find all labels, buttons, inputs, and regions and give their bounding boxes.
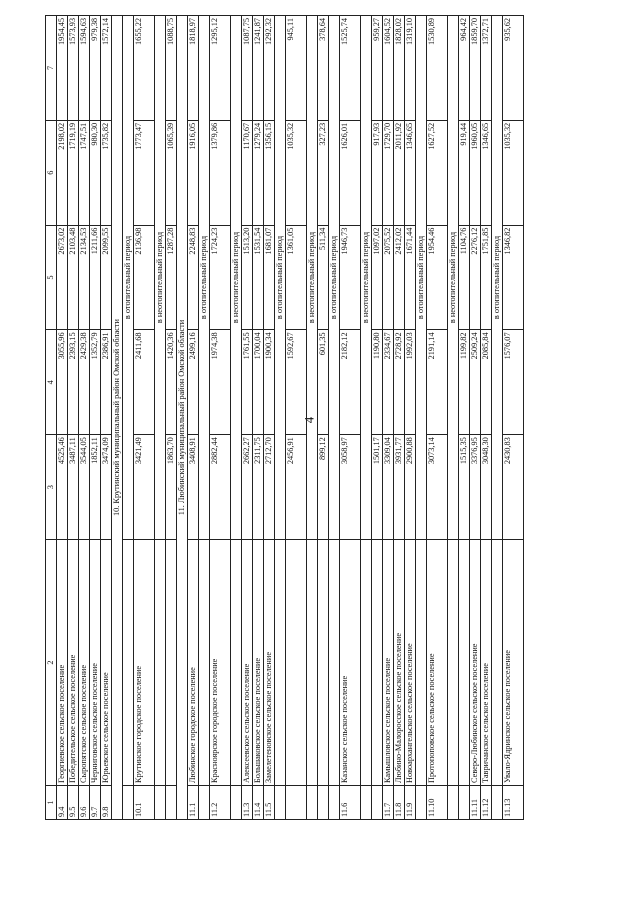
row-number: 11.6 xyxy=(340,786,361,820)
value-cell: 2011,92 xyxy=(394,120,405,225)
settlement-name: Любино-Малоросское сельское поселение xyxy=(394,540,405,786)
empty-cell xyxy=(361,540,372,786)
settlement-name xyxy=(318,540,329,786)
rotated-table-container xyxy=(45,15,635,820)
value-cell: 1627,52 xyxy=(427,120,448,225)
value-cell: 2334,67 xyxy=(383,330,394,435)
empty-cell xyxy=(199,540,210,786)
value-cell: 2882,44 xyxy=(210,435,231,540)
value-cell: 3544,05 xyxy=(79,435,90,540)
empty-cell xyxy=(123,540,134,786)
value-cell: 1576,07 xyxy=(503,330,524,435)
column-header: 4 xyxy=(46,330,57,435)
settlement-name: Черниговское сельское поселение xyxy=(90,540,101,786)
period-label-row xyxy=(416,16,427,820)
value-cell: 1530,89 xyxy=(427,16,448,121)
value-cell: 378,64 xyxy=(318,16,329,121)
value-cell: 1960,05 xyxy=(470,120,481,225)
value-cell: 1515,35 xyxy=(459,435,470,540)
value-cell: 601,35 xyxy=(318,330,329,435)
value-cell: 1190,80 xyxy=(372,330,383,435)
value-cell: 1295,12 xyxy=(210,16,231,121)
period-label: в неотопительный период xyxy=(448,16,459,540)
row-number: 11.5 xyxy=(264,786,275,820)
settlement-name: Северо-Любинское сельское поселение xyxy=(470,540,481,786)
column-header: 6 xyxy=(46,120,57,225)
value-cell: 2276,12 xyxy=(470,225,481,330)
period-label: в отопительный период xyxy=(199,16,210,540)
empty-cell xyxy=(307,786,318,820)
section-heading: 10. Крутинский муниципальный район Омской области xyxy=(112,16,123,820)
value-cell: 3048,30 xyxy=(481,435,492,540)
value-cell: 2662,27 xyxy=(242,435,253,540)
value-cell: 1655,22 xyxy=(134,16,155,121)
settlement-name: Крутинское городское поселение xyxy=(134,540,155,786)
value-cell: 1097,02 xyxy=(372,225,383,330)
value-cell: 1170,67 xyxy=(242,120,253,225)
empty-cell xyxy=(231,786,242,820)
table-row xyxy=(210,16,231,820)
value-cell: 2411,68 xyxy=(134,330,155,435)
empty-cell xyxy=(231,540,242,786)
value-cell: 1954,45 xyxy=(57,16,68,121)
period-label-row xyxy=(307,16,318,820)
value-cell: 979,38 xyxy=(90,16,101,121)
settlement-name: Протопоповское сельское поселение xyxy=(427,540,448,786)
settlement-name: Георгиевское сельское поселение xyxy=(57,540,68,786)
empty-cell xyxy=(275,786,286,820)
empty-cell xyxy=(492,540,503,786)
row-number: 9.8 xyxy=(101,786,112,820)
row-number: 11.7 xyxy=(383,786,394,820)
table-row xyxy=(318,16,329,820)
period-label-row xyxy=(199,16,210,820)
value-cell: 3474,09 xyxy=(101,435,112,540)
table-row xyxy=(134,16,155,820)
settlement-name: Сыропятское сельское поселение xyxy=(79,540,90,786)
value-cell: 511,34 xyxy=(318,225,329,330)
row-number xyxy=(372,786,383,820)
value-cell: 4525,46 xyxy=(57,435,68,540)
value-cell: 2099,55 xyxy=(101,225,112,330)
value-cell: 2085,84 xyxy=(481,330,492,435)
page-number: 4 xyxy=(301,416,317,424)
value-cell: 1211,66 xyxy=(90,225,101,330)
value-cell: 3931,77 xyxy=(394,435,405,540)
value-cell: 1724,23 xyxy=(210,225,231,330)
table-row xyxy=(90,16,101,820)
value-cell: 2728,92 xyxy=(394,330,405,435)
settlement-name: Алексеевское сельское поселение xyxy=(242,540,253,786)
empty-cell xyxy=(329,540,340,786)
settlement-name: Победительское сельское поселение xyxy=(68,540,79,786)
period-label-row xyxy=(329,16,340,820)
value-cell: 3073,14 xyxy=(427,435,448,540)
period-label: в отопительный период xyxy=(329,16,340,540)
row-number: 11.3 xyxy=(242,786,253,820)
period-label: в отопительный период xyxy=(416,16,427,540)
rotated-table xyxy=(45,15,524,820)
table-row xyxy=(470,16,481,820)
value-cell: 1035,32 xyxy=(503,120,524,225)
row-number: 11.13 xyxy=(503,786,524,820)
settlement-name xyxy=(372,540,383,786)
value-cell: 1992,03 xyxy=(405,330,416,435)
value-cell: 919,44 xyxy=(459,120,470,225)
value-cell: 1900,34 xyxy=(264,330,275,435)
settlement-name xyxy=(459,540,470,786)
table-row xyxy=(68,16,79,820)
value-cell: 1852,11 xyxy=(90,435,101,540)
value-cell: 2191,14 xyxy=(427,330,448,435)
row-number: 11.8 xyxy=(394,786,405,820)
period-label-row xyxy=(492,16,503,820)
value-cell: 1525,74 xyxy=(340,16,361,121)
column-header: 3 xyxy=(46,435,57,540)
value-cell: 1751,85 xyxy=(481,225,492,330)
settlement-name: Увало-Ядринское сельское поселение xyxy=(503,540,524,786)
value-cell: 1087,75 xyxy=(242,16,253,121)
period-label-row xyxy=(155,16,166,820)
value-cell: 2900,88 xyxy=(405,435,416,540)
value-cell: 1361,05 xyxy=(286,225,307,330)
period-label: в неотопительный период xyxy=(307,16,318,540)
table-header-row xyxy=(46,16,57,820)
table-row xyxy=(481,16,492,820)
row-number: 11.4 xyxy=(253,786,264,820)
value-cell: 1818,97 xyxy=(188,16,199,121)
period-label-row xyxy=(123,16,134,820)
value-cell: 1287,28 xyxy=(166,225,177,330)
value-cell: 3055,96 xyxy=(57,330,68,435)
value-cell: 2673,02 xyxy=(57,225,68,330)
row-number xyxy=(459,786,470,820)
value-cell: 1241,87 xyxy=(253,16,264,121)
settlement-name xyxy=(166,540,177,786)
empty-cell xyxy=(123,786,134,820)
value-cell: 1735,82 xyxy=(101,120,112,225)
settlement-name: Камышловское сельское поселение xyxy=(383,540,394,786)
value-cell: 1773,47 xyxy=(134,120,155,225)
value-cell: 2509,24 xyxy=(470,330,481,435)
row-number: 11.11 xyxy=(470,786,481,820)
value-cell: 2430,83 xyxy=(503,435,524,540)
empty-cell xyxy=(199,786,210,820)
period-label-row xyxy=(361,16,372,820)
value-cell: 1594,63 xyxy=(79,16,90,121)
empty-cell xyxy=(448,540,459,786)
settlement-name: Юрьевское сельское поселение xyxy=(101,540,112,786)
section-heading-row xyxy=(112,16,123,820)
value-cell: 1065,39 xyxy=(166,120,177,225)
value-cell: 2075,52 xyxy=(383,225,394,330)
value-cell: 1319,10 xyxy=(405,16,416,121)
value-cell: 1592,67 xyxy=(286,330,307,435)
table-row xyxy=(264,16,275,820)
value-cell: 2136,98 xyxy=(134,225,155,330)
period-label-row xyxy=(448,16,459,820)
table-row xyxy=(503,16,524,820)
value-cell: 1035,32 xyxy=(286,120,307,225)
value-cell: 1279,24 xyxy=(253,120,264,225)
settlement-name: Тавричанское сельское поселение xyxy=(481,540,492,786)
section-heading-row xyxy=(177,16,188,820)
empty-cell xyxy=(329,786,340,820)
value-cell: 2103,48 xyxy=(68,225,79,330)
table-row xyxy=(340,16,361,820)
settlement-name: Любинское городское поселение xyxy=(188,540,199,786)
settlement-name: Большаковское сельское поселение xyxy=(253,540,264,786)
table-body xyxy=(57,16,524,820)
value-cell: 959,27 xyxy=(372,16,383,121)
value-cell: 1088,75 xyxy=(166,16,177,121)
value-cell: 3408,91 xyxy=(188,435,199,540)
value-cell: 935,62 xyxy=(503,16,524,121)
value-cell: 1859,70 xyxy=(470,16,481,121)
row-number: 9.7 xyxy=(90,786,101,820)
period-label: в неотопительный период xyxy=(361,16,372,540)
value-cell: 1356,15 xyxy=(264,120,275,225)
table-row xyxy=(427,16,448,820)
value-cell: 1346,82 xyxy=(503,225,524,330)
value-cell: 899,12 xyxy=(318,435,329,540)
value-cell: 1501,17 xyxy=(372,435,383,540)
value-cell: 1863,70 xyxy=(166,435,177,540)
value-cell: 3058,97 xyxy=(340,435,361,540)
settlement-name: Красноярское городское поселение xyxy=(210,540,231,786)
table-row xyxy=(166,16,177,820)
value-cell: 2311,75 xyxy=(253,435,264,540)
table-row xyxy=(79,16,90,820)
value-cell: 1761,55 xyxy=(242,330,253,435)
value-cell: 2134,53 xyxy=(79,225,90,330)
empty-cell xyxy=(492,786,503,820)
value-cell: 1700,04 xyxy=(253,330,264,435)
value-cell: 1531,54 xyxy=(253,225,264,330)
column-header: 1 xyxy=(46,786,57,820)
value-cell: 327,23 xyxy=(318,120,329,225)
value-cell: 1420,36 xyxy=(166,330,177,435)
value-cell: 1916,05 xyxy=(188,120,199,225)
period-label-row xyxy=(275,16,286,820)
period-label: в неотопительный период xyxy=(231,16,242,540)
row-number xyxy=(166,786,177,820)
empty-cell xyxy=(155,786,166,820)
empty-cell xyxy=(275,540,286,786)
value-cell: 980,30 xyxy=(90,120,101,225)
settlement-name: Новоархангельское сельское поселение xyxy=(405,540,416,786)
column-header: 7 xyxy=(46,16,57,121)
value-cell: 1573,93 xyxy=(68,16,79,121)
tariff-table xyxy=(45,15,524,820)
period-label: в отопительный период xyxy=(275,16,286,540)
table-row xyxy=(242,16,253,820)
period-label: в отопительный период xyxy=(492,16,503,540)
value-cell: 917,93 xyxy=(372,120,383,225)
table-row xyxy=(286,16,307,820)
settlement-name: Замелетеновское сельское поселение xyxy=(264,540,275,786)
value-cell: 1346,65 xyxy=(481,120,492,225)
period-label-row xyxy=(231,16,242,820)
value-cell: 2248,83 xyxy=(188,225,199,330)
value-cell: 1379,86 xyxy=(210,120,231,225)
value-cell: 1828,02 xyxy=(394,16,405,121)
column-header: 5 xyxy=(46,225,57,330)
empty-cell xyxy=(416,540,427,786)
value-cell: 1681,07 xyxy=(264,225,275,330)
value-cell: 3376,95 xyxy=(470,435,481,540)
value-cell: 2386,91 xyxy=(101,330,112,435)
value-cell: 1292,32 xyxy=(264,16,275,121)
value-cell: 945,11 xyxy=(286,16,307,121)
value-cell: 1352,79 xyxy=(90,330,101,435)
empty-cell xyxy=(361,786,372,820)
value-cell: 2429,38 xyxy=(79,330,90,435)
value-cell: 3421,49 xyxy=(134,435,155,540)
value-cell: 1974,38 xyxy=(210,330,231,435)
value-cell: 2393,15 xyxy=(68,330,79,435)
value-cell: 1719,19 xyxy=(68,120,79,225)
settlement-name xyxy=(286,540,307,786)
row-number: 11.1 xyxy=(188,786,199,820)
row-number: 11.2 xyxy=(210,786,231,820)
value-cell: 2456,91 xyxy=(286,435,307,540)
value-cell: 2712,70 xyxy=(264,435,275,540)
table-row xyxy=(253,16,264,820)
value-cell: 1572,14 xyxy=(101,16,112,121)
row-number: 11.9 xyxy=(405,786,416,820)
row-number: 11.12 xyxy=(481,786,492,820)
value-cell: 1604,52 xyxy=(383,16,394,121)
value-cell: 3309,04 xyxy=(383,435,394,540)
row-number: 9.5 xyxy=(68,786,79,820)
value-cell: 1671,44 xyxy=(405,225,416,330)
column-header: 2 xyxy=(46,540,57,786)
value-cell: 3487,11 xyxy=(68,435,79,540)
table-row xyxy=(188,16,199,820)
row-number xyxy=(318,786,329,820)
table-row xyxy=(405,16,416,820)
value-cell: 1346,65 xyxy=(405,120,416,225)
value-cell: 1747,51 xyxy=(79,120,90,225)
row-number: 10.1 xyxy=(134,786,155,820)
table-row xyxy=(383,16,394,820)
value-cell: 1104,76 xyxy=(459,225,470,330)
empty-cell xyxy=(416,786,427,820)
row-number xyxy=(286,786,307,820)
table-row xyxy=(459,16,470,820)
row-number: 11.10 xyxy=(427,786,448,820)
value-cell: 2182,12 xyxy=(340,330,361,435)
period-label: в неотопительный период xyxy=(155,16,166,540)
empty-cell xyxy=(448,786,459,820)
value-cell: 1372,71 xyxy=(481,16,492,121)
value-cell: 964,42 xyxy=(459,16,470,121)
row-number: 9.6 xyxy=(79,786,90,820)
table-row xyxy=(57,16,68,820)
table-row xyxy=(101,16,112,820)
value-cell: 1946,73 xyxy=(340,225,361,330)
value-cell: 2412,02 xyxy=(394,225,405,330)
value-cell: 1729,70 xyxy=(383,120,394,225)
value-cell: 2499,16 xyxy=(188,330,199,435)
row-number: 9.4 xyxy=(57,786,68,820)
section-heading: 11. Любинский муниципальный район Омской области xyxy=(177,16,188,820)
table-row xyxy=(394,16,405,820)
value-cell: 2198,02 xyxy=(57,120,68,225)
empty-cell xyxy=(155,540,166,786)
value-cell: 1199,82 xyxy=(459,330,470,435)
value-cell: 1626,01 xyxy=(340,120,361,225)
period-label: в отопительный период xyxy=(123,16,134,540)
value-cell: 1513,20 xyxy=(242,225,253,330)
table-row xyxy=(372,16,383,820)
empty-cell xyxy=(307,540,318,786)
value-cell: 1954,46 xyxy=(427,225,448,330)
settlement-name: Казанское сельское поселение xyxy=(340,540,361,786)
